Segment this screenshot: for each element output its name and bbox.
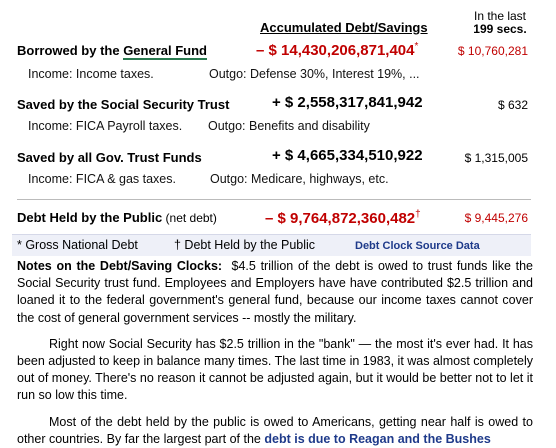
- row-trust-funds-amount: + $ 4,665,334,510,922: [272, 147, 423, 164]
- notes-paragraph-3-text: Most of the debt held by the public is owed to Americans, getting near half is owed to other countries. By far the largest part of the: [17, 414, 533, 446]
- row-public-debt-amount: [265, 209, 421, 227]
- row-general-fund-amount: [256, 41, 418, 59]
- notes-paragraph-2: Right now Social Security has $2.5 trillion in the "bank" — the most it's ever had. It has been adjusted to keep in balance many times. The last time in 1983, it was almost completely out of money. There's no reason it cannot be adjusted again, but it would be better not to let it run so low this time.: [17, 336, 534, 403]
- row-trust-funds-recent: $ 1,315,005: [464, 151, 528, 165]
- column-header-recent-line2: 199 secs.: [473, 22, 527, 36]
- row-general-fund-label: [17, 43, 207, 58]
- notes-paragraph-1-text: $4.5 trillion of the debt is owed to trust funds like the Social Security trust fund. Employees and Employers have have contributed $2.5 trillion and loaned it to the federal government's general fund, because our income taxes cannot cover the cost of general government services -- mostly the military.: [17, 259, 534, 325]
- public-debt-label-text: Debt Held by the Public: [17, 210, 163, 225]
- gross-debt-marker: *: [414, 41, 419, 52]
- general-fund-amount-value: – $ 14,430,206,871,404: [256, 42, 415, 59]
- row-social-security-income: Income: FICA Payroll taxes.: [28, 119, 183, 133]
- reagan-bushes-link[interactable]: debt is due to Reagan and the Bushes: [264, 431, 491, 446]
- row-general-fund-label-prefix: Borrowed by the: [17, 43, 124, 58]
- row-general-fund-recent: $ 10,760,281: [457, 44, 528, 58]
- footnote-gross-debt: * Gross National Debt: [17, 238, 138, 252]
- row-public-debt-label: [17, 210, 217, 225]
- row-public-debt-recent: $ 9,445,276: [464, 211, 528, 225]
- section-divider: [17, 199, 531, 200]
- notes-title: Notes on the Debt/Saving Clocks:: [17, 259, 223, 273]
- column-header-recent-line1: In the last: [473, 9, 527, 23]
- column-header-recent: [462, 10, 538, 36]
- notes-paragraph-1: [17, 258, 533, 327]
- public-debt-amount-value: – $ 9,764,872,360,482: [265, 210, 416, 227]
- notes-section: [17, 258, 533, 448]
- row-social-security-outgo: Outgo: Benefits and disability: [208, 119, 370, 133]
- row-trust-funds-label: Saved by all Gov. Trust Funds: [17, 150, 202, 165]
- row-general-fund-outgo: Outgo: Defense 30%, Interest 19%, ...: [209, 67, 420, 81]
- row-social-security-label: Saved by the Social Security Trust: [17, 97, 230, 112]
- column-header-accumulated: Accumulated Debt/Savings: [260, 20, 428, 35]
- footnote-public-debt: † Debt Held by the Public: [174, 238, 316, 252]
- public-debt-label-suffix: (net debt): [162, 211, 217, 225]
- row-trust-funds-income: Income: FICA & gas taxes.: [28, 172, 176, 186]
- general-fund-link[interactable]: General Fund: [123, 43, 207, 58]
- notes-paragraph-3: [17, 414, 533, 448]
- row-general-fund-income: Income: Income taxes.: [28, 67, 154, 81]
- row-social-security-recent: $ 632: [497, 98, 528, 112]
- row-social-security-amount: + $ 2,558,317,841,942: [272, 94, 423, 111]
- row-trust-funds-outgo: Outgo: Medicare, highways, etc.: [210, 172, 389, 186]
- public-debt-marker: †: [415, 209, 421, 220]
- debt-clock-source-link[interactable]: Debt Clock Source Data: [355, 240, 480, 252]
